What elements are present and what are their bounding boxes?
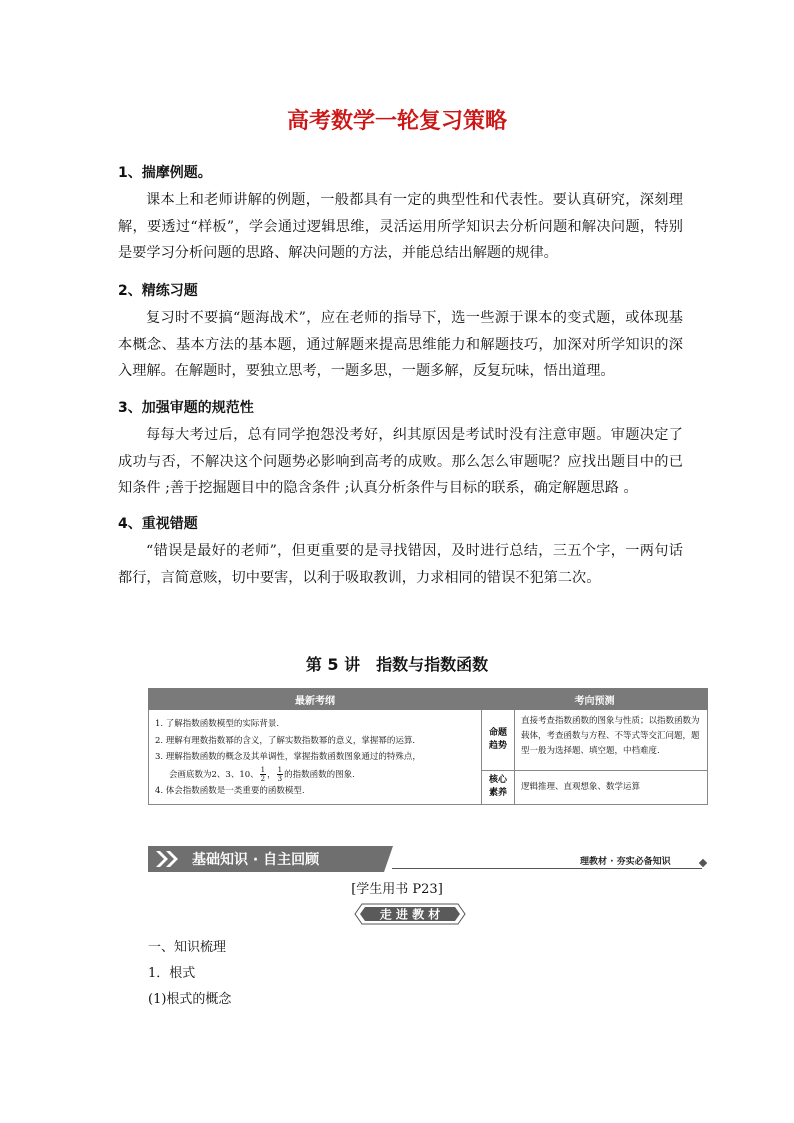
fraction-half-numerator: 1 — [260, 765, 266, 774]
lesson-name: 指数与指数函数 — [376, 655, 489, 674]
section-4-body — [118, 538, 683, 591]
diamond-icon — [699, 859, 707, 867]
section-2-heading: 2、精练习题 — [118, 283, 198, 299]
section-banner — [148, 846, 393, 872]
banner-rule — [392, 868, 702, 869]
section-2-paragraph: 复习时不要搞“题海战术”，应在老师的指导下，选一些源于课本的变式题，或体现基本概念、基本方法的基本题，通过解题来提高思维能力和解题技巧，加深对所学知识的深入理解。在解题时，要独立思考，一题多思，一题多解，反复玩味，悟出道理。 — [118, 310, 683, 379]
section-3-heading: 3、加强审题的规范性 — [118, 400, 254, 416]
outline-item-3a: 3. 理解指数函数的概念及其单调性，掌握指数函数图象通过的特殊点， — [155, 752, 421, 762]
outline-label-literacy-text: 核心素养 — [488, 775, 507, 799]
outline-label-literacy — [482, 771, 515, 804]
outline-item-1: 1. 了解指数函数模型的实际背景. — [155, 719, 280, 729]
outline-header-left: 最新考纲 — [149, 689, 482, 710]
fraction-third-numerator: 1 — [277, 765, 283, 774]
outline-trend-text: 直接考查指数函数的图象与性质；以指数函数为载体，考查函数与方程、不等式等交汇问题，题型一般为选择题、填空题，中档难度. — [515, 710, 708, 771]
outline-literacy-text: 逻辑推理、直观想象、数学运算 — [515, 771, 708, 804]
outline-item-3b-prefix: 会画底数为2、3、10、 — [169, 769, 259, 780]
outline-table — [148, 688, 708, 805]
section-2-body — [118, 305, 683, 385]
banner-right-text: 理教材 · 夯实必备知识 — [580, 857, 671, 867]
fraction-half-denominator: 2 — [260, 774, 266, 783]
badge-label: 走 进 教 材 — [379, 907, 441, 922]
fraction-third — [277, 766, 283, 783]
section-1-paragraph: 课本上和老师讲解的例题，一般都具有一定的典型性和代表性。要认真研究，深刻理解，要透过“样板”，学会通过逻辑思维，灵活运用所学知识去分析问题和解决问题，特别是要学习分析问题的思路、解决问题的方法，并能总结出解题的规律。 — [118, 192, 683, 261]
section-3-paragraph: 每每大考过后，总有同学抱怨没考好，纠其原因是考试时没有注意审题。审题决定了成功与否，不解决这个问题势必影响到高考的成败。那么怎么审题呢？应找出题目中的已知条件 ;善于挖掘题目中的隐含条件 ;认真分析条件与目标的联系，确定解题思路 。 — [118, 427, 683, 496]
outline-label-trend-text: 命题趋势 — [488, 728, 507, 752]
section-4-heading: 4、重视错题 — [118, 516, 198, 532]
knowledge-item-1-sub: (1)根式的概念 — [148, 992, 232, 1007]
outline-item-2: 2. 理解有理数指数幂的含义，了解实数指数幂的意义，掌握幂的运算. — [155, 735, 416, 746]
walk-into-textbook-badge — [354, 903, 466, 925]
section-1-heading: 1、揣摩例题。 — [118, 165, 212, 181]
knowledge-heading: 一、知识梳理 — [148, 940, 227, 955]
outline-item-3b — [155, 766, 475, 784]
page-reference: [学生用书 P23] — [351, 882, 443, 897]
section-3-body — [118, 422, 683, 502]
page-title: 高考数学一轮复习策略 — [286, 109, 507, 134]
outline-item-4: 4. 体会指数函数是一类重要的函数模型. — [155, 786, 305, 796]
lesson-title — [0, 652, 794, 675]
fraction-half — [260, 766, 266, 783]
lesson-number: 第 5 讲 — [305, 655, 361, 674]
outline-item-3b-separator: ， — [267, 769, 276, 780]
outline-label-trend — [482, 710, 515, 771]
outline-left-cell — [149, 710, 482, 805]
fraction-third-denominator: 3 — [277, 774, 283, 783]
outline-item-3b-suffix: 的指数函数的图象. — [284, 769, 355, 780]
section-1-body — [118, 187, 683, 267]
outline-header-right: 考向预测 — [482, 689, 708, 710]
section-4-paragraph: “错误是最好的老师”，但更重要的是寻找错因，及时进行总结，三五个字，一两句话都行，言简意赅，切中要害，以利于吸取教训，力求相同的错误不犯第二次。 — [118, 543, 683, 586]
knowledge-item-1: 1．根式 — [148, 966, 196, 981]
banner-label: 基础知识 · 自主回顾 — [192, 852, 320, 868]
